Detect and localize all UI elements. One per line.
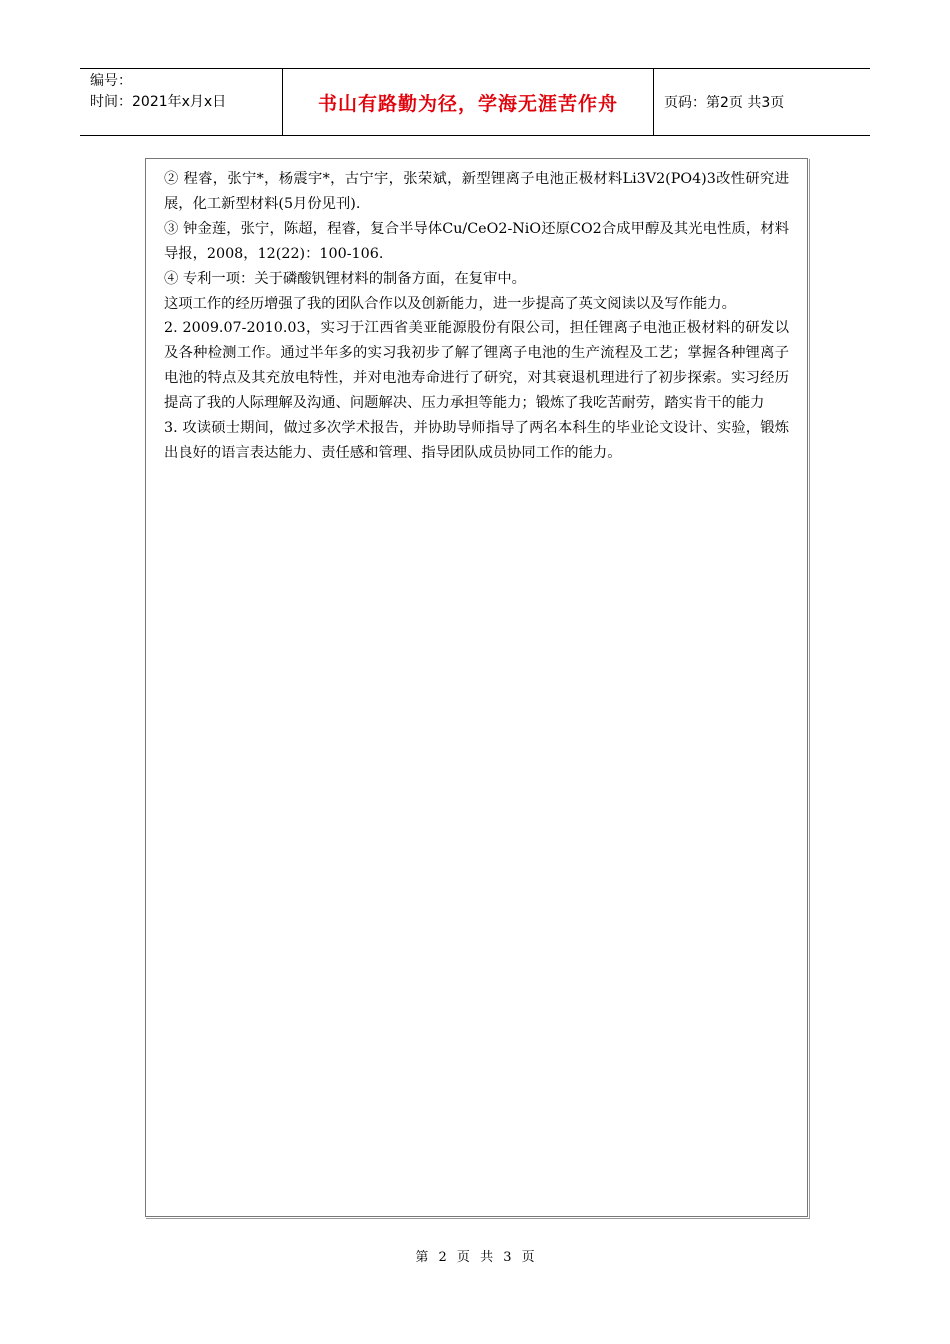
footer-word-di: 第	[415, 1250, 429, 1265]
reference-3: ③ 钟金莲，张宁，陈超，程睿，复合半导体Cu/CeO2-NiO还原CO2合成甲醇及其光电性质，材料导报，2008，12(22)：100-106.	[164, 220, 789, 262]
header-page-info	[654, 69, 870, 135]
page-header	[80, 68, 870, 136]
internship-paragraph: 2. 2009.07-2010.03，实习于江西省美亚能源股份有限公司，担任锂离子电池正极材料的研发以及各种检测工作。通过半年多的实习我初步了解了锂离子电池的生产流程及工艺；掌握各种锂离子电池的特点及其充放电特性，并对电池寿命进行了研究，对其衰退机理进行了初步探索。实习经历提高了我的人际理解及沟通、问题解决、压力承担等能力；锻炼了我吃苦耐劳，踏实肯干的能力	[164, 320, 789, 412]
masters-paragraph: 3. 攻读硕士期间，做过多次学术报告，并协助导师指导了两名本科生的毕业论文设计、实验，锻炼出良好的语言表达能力、责任感和管理、指导团队成员协同工作的能力。	[164, 420, 789, 461]
footer-total-pages: 3	[503, 1250, 512, 1265]
motto-text: 书山有路勤为径，学海无涯苦作舟	[317, 92, 618, 115]
document-date: 时间：2021年x月x日	[90, 94, 227, 110]
header-meta	[80, 69, 282, 135]
footer-page-number: 2	[438, 1250, 447, 1265]
document-number-label: 编号：	[90, 73, 132, 89]
page-info-text: 页码：第2页 共3页	[664, 95, 785, 111]
reference-2: ② 程睿，张宁*，杨震宇*，古宁宇，张荣斌，新型锂离子电池正极材料Li3V2(PO4)3改性研究进展，化工新型材料(5月份见刊).	[164, 171, 789, 212]
header-motto-cell	[282, 69, 654, 135]
content-box	[145, 158, 808, 1217]
footer-word-gong: 共	[480, 1250, 494, 1265]
experience-summary: 这项工作的经历增强了我的团队合作以及创新能力，进一步提高了英文阅读以及写作能力。	[164, 295, 736, 312]
footer-word-ye-2: 页	[521, 1250, 535, 1265]
page-footer	[0, 1246, 950, 1265]
footer-word-ye: 页	[456, 1250, 470, 1265]
reference-4-patent: ④ 专利一项：关于磷酸钒锂材料的制备方面，在复审中。	[164, 270, 526, 287]
